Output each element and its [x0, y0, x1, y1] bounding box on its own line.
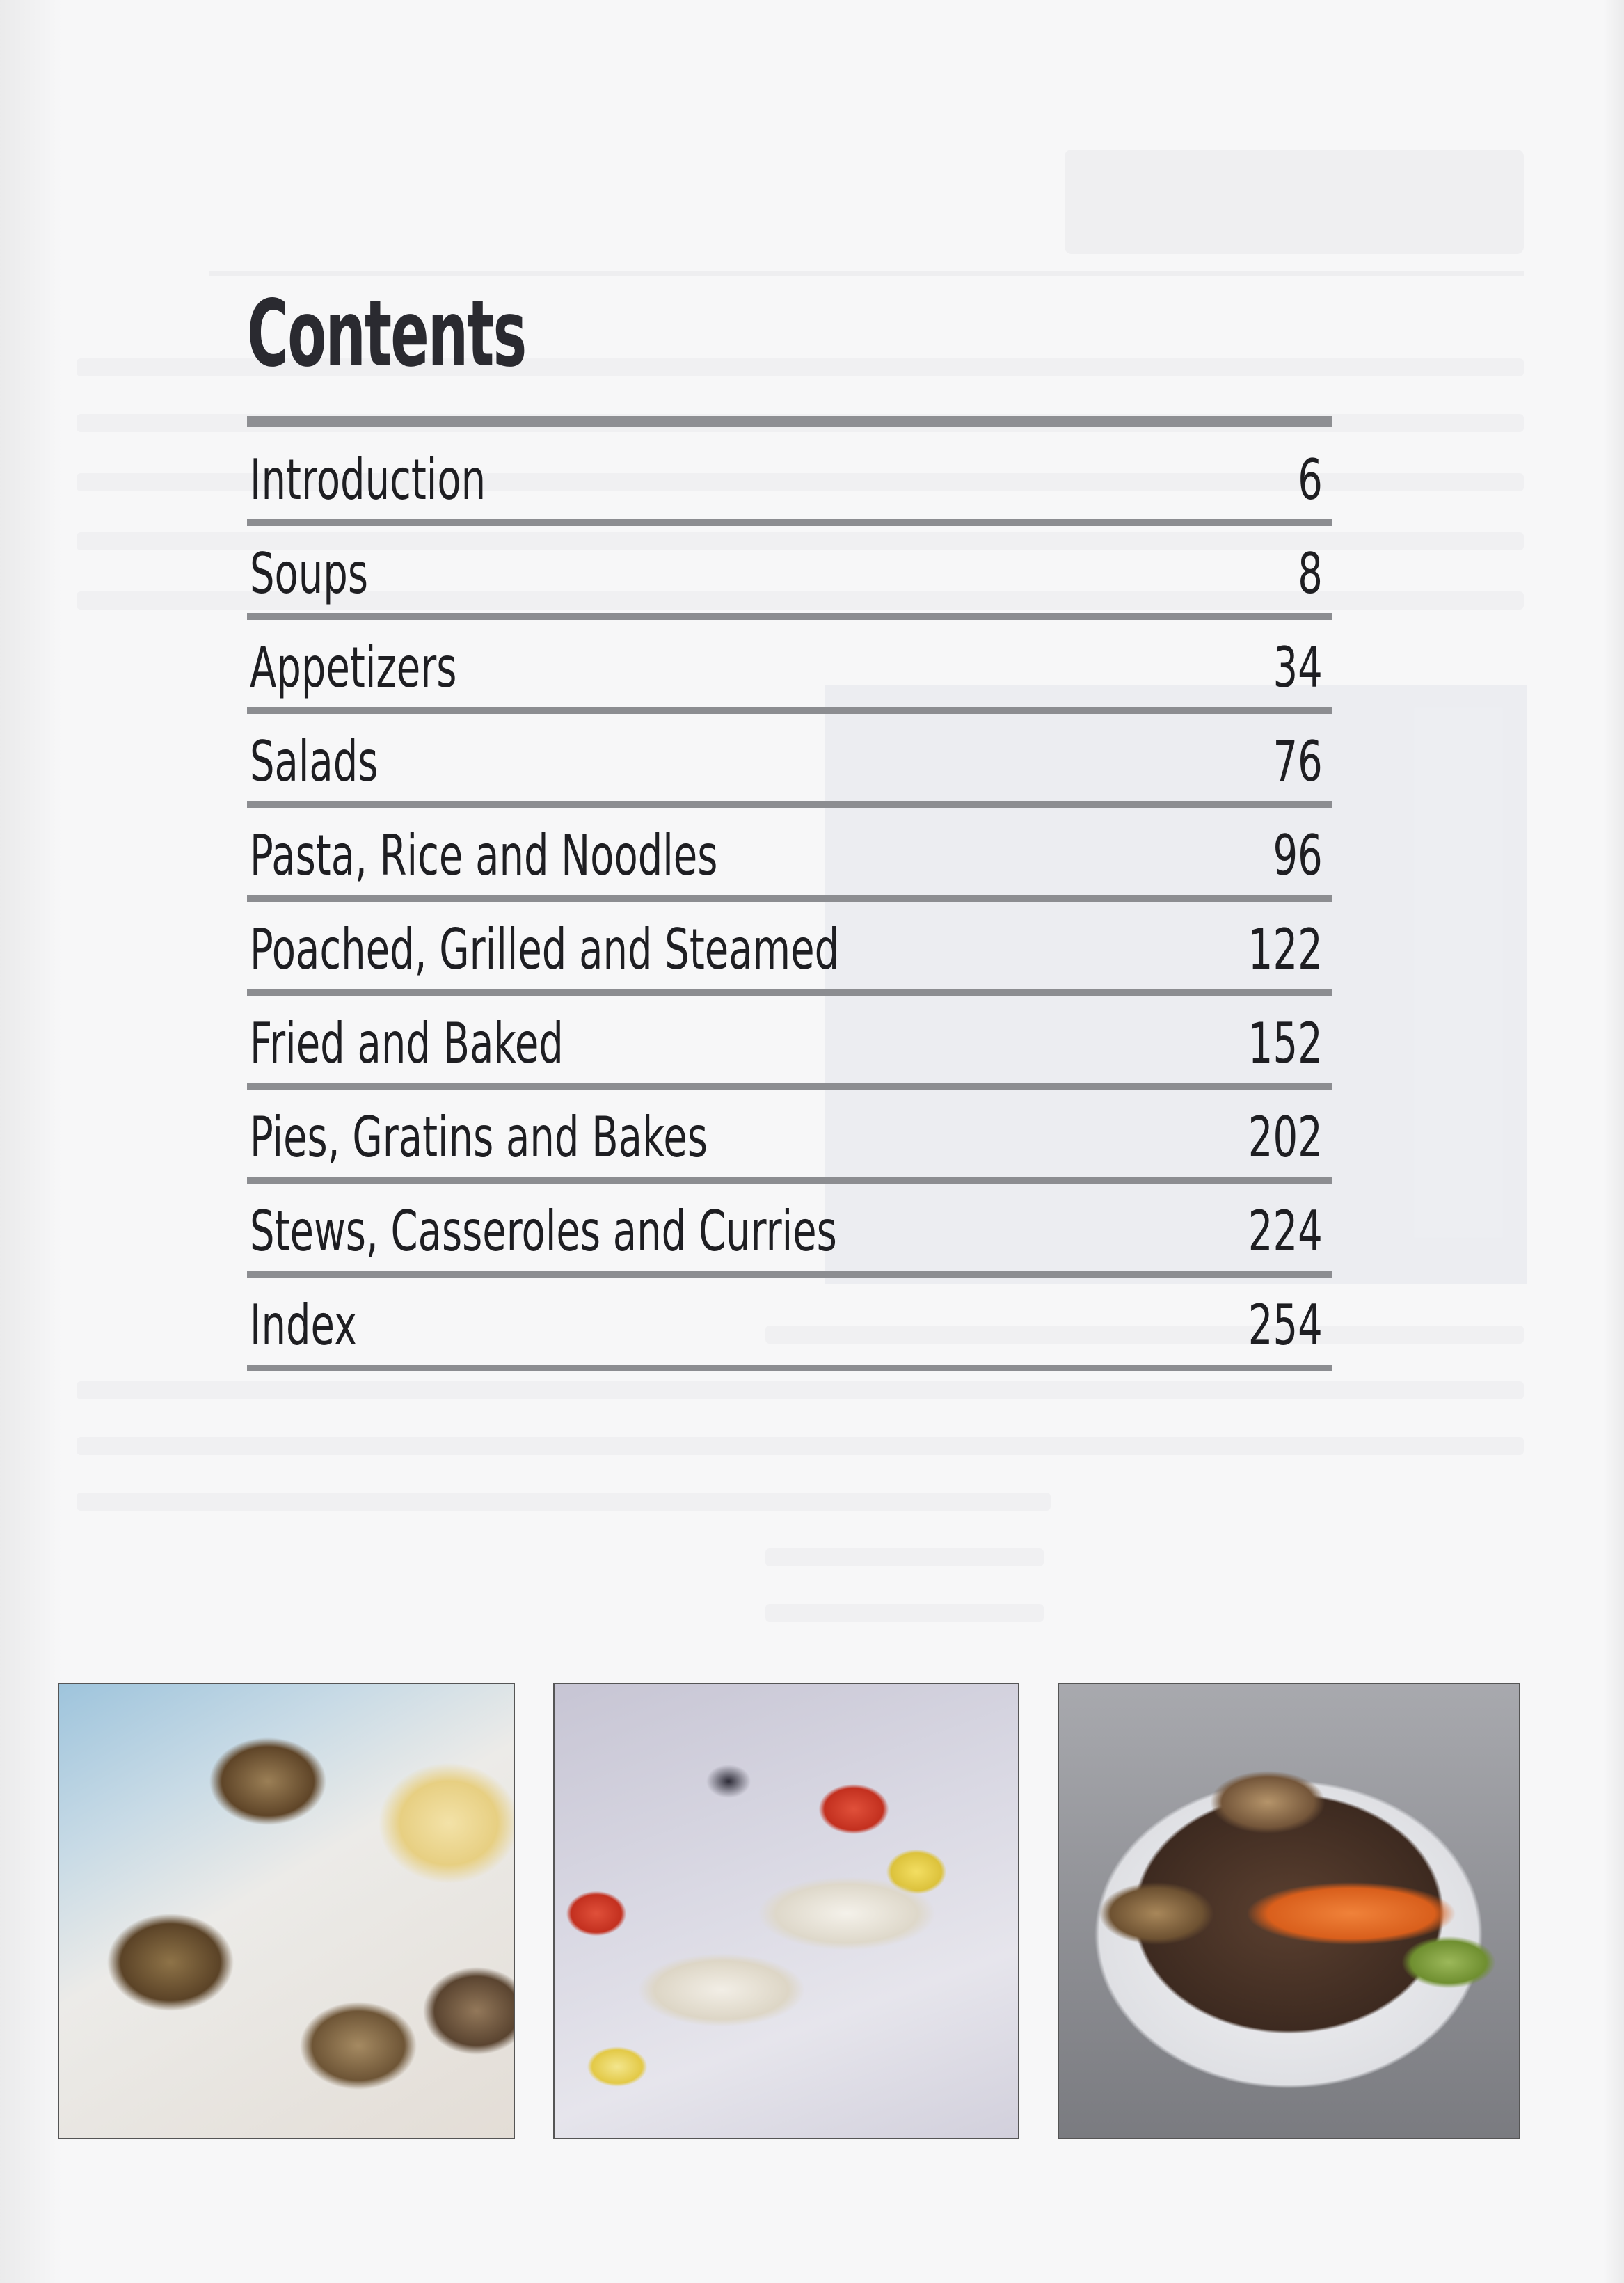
- show-through-rule: [209, 271, 1524, 276]
- toc-entry-title: Stews, Casseroles and Curries: [250, 1199, 837, 1264]
- toc-entry-page: 96: [1273, 823, 1323, 888]
- show-through-line: [77, 1493, 1051, 1511]
- toc-divider: [247, 1177, 1332, 1184]
- show-through-line: [77, 1437, 1524, 1455]
- toc-entry-fried-baked[interactable]: [247, 1009, 1332, 1103]
- toc-entry-page: 6: [1298, 447, 1323, 512]
- toc-divider: [247, 519, 1332, 526]
- toc-entry-title: Index: [250, 1293, 358, 1358]
- show-through-heading: [1065, 150, 1524, 254]
- fish-skewers-photo: [553, 1683, 1019, 2139]
- show-through-line: [765, 1604, 1044, 1622]
- toc-entry-pies-gratins-bakes[interactable]: [247, 1103, 1332, 1197]
- toc-entry-page: 76: [1273, 729, 1323, 794]
- toc-entry-page: 152: [1248, 1011, 1323, 1076]
- toc-entry-title: Soups: [250, 541, 369, 606]
- toc-entry-title: Poached, Grilled and Steamed: [250, 917, 840, 982]
- toc-divider: [247, 801, 1332, 808]
- toc-entry-index[interactable]: [247, 1291, 1332, 1385]
- toc-entry-title: Fried and Baked: [250, 1011, 564, 1076]
- gutter-shadow: [0, 0, 63, 2283]
- toc-entry-page: 224: [1248, 1199, 1323, 1264]
- toc-entry-pasta-rice-noodles[interactable]: [247, 821, 1332, 915]
- toc-divider: [247, 1365, 1332, 1371]
- show-through-line: [765, 1548, 1044, 1566]
- toc-divider: [247, 613, 1332, 620]
- toc-entry-page: 254: [1248, 1293, 1323, 1358]
- toc-divider: [247, 895, 1332, 902]
- toc-entry-poached-grilled-steamed[interactable]: [247, 915, 1332, 1009]
- stir-fry-bowl-photo: [1058, 1683, 1520, 2139]
- toc-divider: [247, 1271, 1332, 1278]
- toc-entry-title: Introduction: [250, 447, 486, 512]
- toc-entry-title: Salads: [250, 729, 379, 794]
- table-of-contents: [247, 445, 1332, 1385]
- toc-entry-page: 34: [1273, 635, 1323, 700]
- toc-entry-stews-casseroles-curries[interactable]: [247, 1197, 1332, 1291]
- toc-entry-title: Pies, Gratins and Bakes: [250, 1105, 708, 1170]
- toc-entry-salads[interactable]: [247, 727, 1332, 821]
- toc-divider: [247, 707, 1332, 714]
- toc-entry-introduction[interactable]: [247, 445, 1332, 539]
- title-rule: [247, 416, 1332, 427]
- oysters-photo: [58, 1683, 515, 2139]
- toc-entry-soups[interactable]: [247, 539, 1332, 633]
- toc-divider: [247, 1083, 1332, 1090]
- page-title: Contents: [247, 280, 526, 388]
- toc-entry-page: 202: [1248, 1105, 1323, 1170]
- toc-entry-title: Pasta, Rice and Noodles: [250, 823, 718, 888]
- toc-entry-appetizers[interactable]: [247, 633, 1332, 727]
- page-edge-shadow: [1603, 0, 1624, 2283]
- toc-entry-page: 8: [1298, 541, 1323, 606]
- toc-divider: [247, 989, 1332, 996]
- toc-entry-title: Appetizers: [250, 635, 457, 700]
- toc-entry-page: 122: [1248, 917, 1323, 982]
